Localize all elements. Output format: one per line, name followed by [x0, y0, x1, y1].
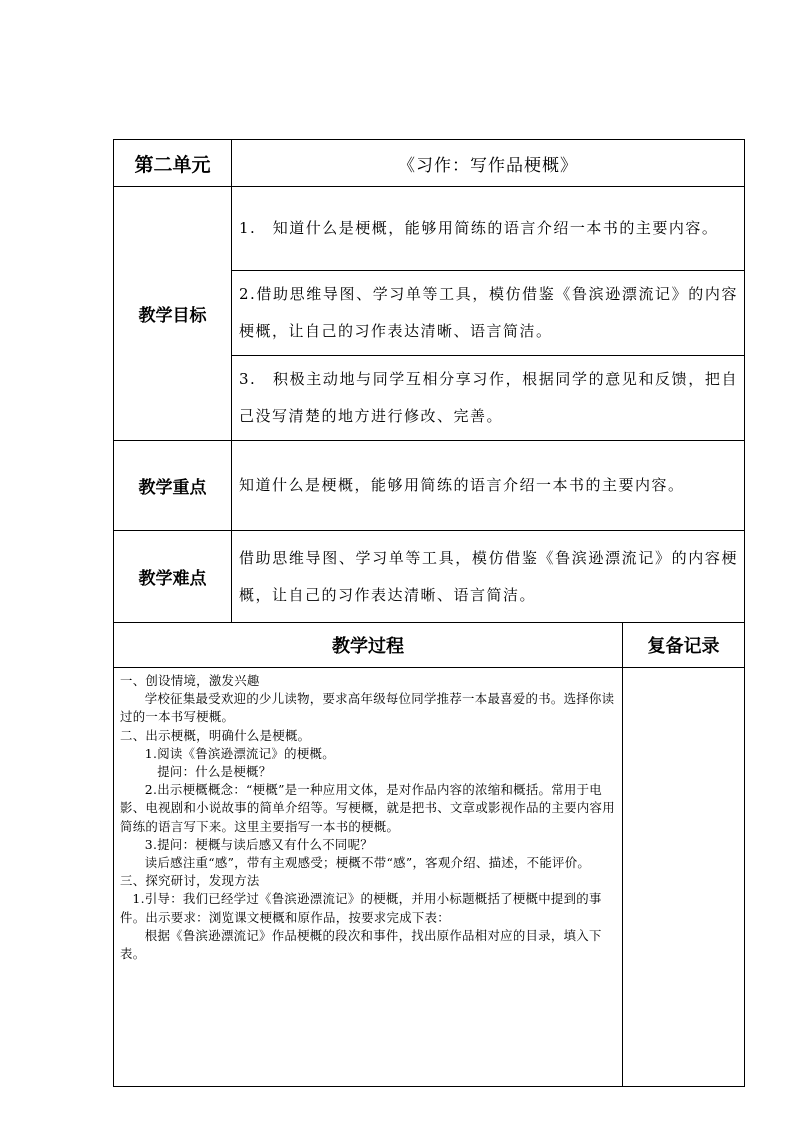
header-row [114, 140, 745, 187]
process-line: 三、探究研讨，发现方法 [120, 873, 260, 889]
key-point-label: 教学重点 [114, 441, 232, 531]
key-point-row [114, 441, 745, 531]
goals-label: 教学目标 [114, 187, 232, 441]
process-content [114, 668, 623, 1087]
notes-content [623, 668, 745, 1087]
process-line: 读后感注重“感”，带有主观感受；梗概不带“感”，客观介绍、描述，不能评价。 [144, 855, 591, 871]
process-line: 根据《鲁滨逊漂流记》作品梗概的段次和事件，找出原作品相对应的目录，填入下表。 [120, 927, 602, 962]
key-point-text: 知道什么是梗概，能够用简练的语言介绍一本书的主要内容。 [232, 441, 745, 531]
lesson-title: 《习作：写作品梗概》 [232, 140, 745, 187]
unit-label: 第二单元 [114, 140, 232, 187]
difficulty-text: 借助思维导图、学习单等工具，模仿借鉴《鲁滨逊漂流记》的内容梗概，让自己的习作表达清晰、语言简洁。 [232, 531, 745, 623]
goal-item-3: 3. 积极主动地与同学互相分享习作，根据同学的意见和反馈，把自己没写清楚的地方进行修改、完善。 [232, 356, 745, 441]
process-header-row [114, 623, 745, 668]
process-line: 3.提问：梗概与读后感又有什么不同呢？ [144, 836, 373, 852]
notes-header: 复备记录 [623, 623, 745, 668]
difficulty-row [114, 531, 745, 623]
goal-item-2: 2.借助思维导图、学习单等工具，模仿借鉴《鲁滨逊漂流记》的内容梗概，让自己的习作表达清晰、语言简洁。 [232, 271, 745, 356]
lesson-plan-table [113, 139, 745, 1087]
process-line: 二、出示梗概，明确什么是梗概。 [120, 727, 311, 743]
process-line: 学校征集最受欢迎的少儿读物，要求高年级每位同学推荐一本最喜爱的书。选择你读过的一本书写梗概。 [120, 691, 615, 725]
process-line: 1.引导：我们已经学过《鲁滨逊漂流记》的梗概，并用小标题概括了梗概中提到的事件。出示要求：浏览课文梗概和原作品，按要求完成下表： [120, 891, 602, 925]
difficulty-label: 教学难点 [114, 531, 232, 623]
process-line: 提问：什么是梗概？ [157, 764, 272, 780]
process-line: 2.出示梗概概念：“梗概”是一种应用文体，是对作品内容的浓缩和概括。常用于电影、电视剧和小说故事的简单介绍等。写梗概，就是把书、文章或影视作品的主要内容用简练的语言写下来。这里主要指写一本书的梗概。 [120, 782, 615, 834]
goal-item-1: 1. 知道什么是梗概，能够用简练的语言介绍一本书的主要内容。 [232, 187, 745, 271]
process-line: 一、创设情境，激发兴趣 [120, 673, 260, 688]
process-header: 教学过程 [114, 623, 623, 668]
goal-row [114, 187, 745, 271]
process-body-row [114, 668, 745, 1087]
process-line: 1.阅读《鲁滨逊漂流记》的梗概。 [144, 745, 335, 761]
